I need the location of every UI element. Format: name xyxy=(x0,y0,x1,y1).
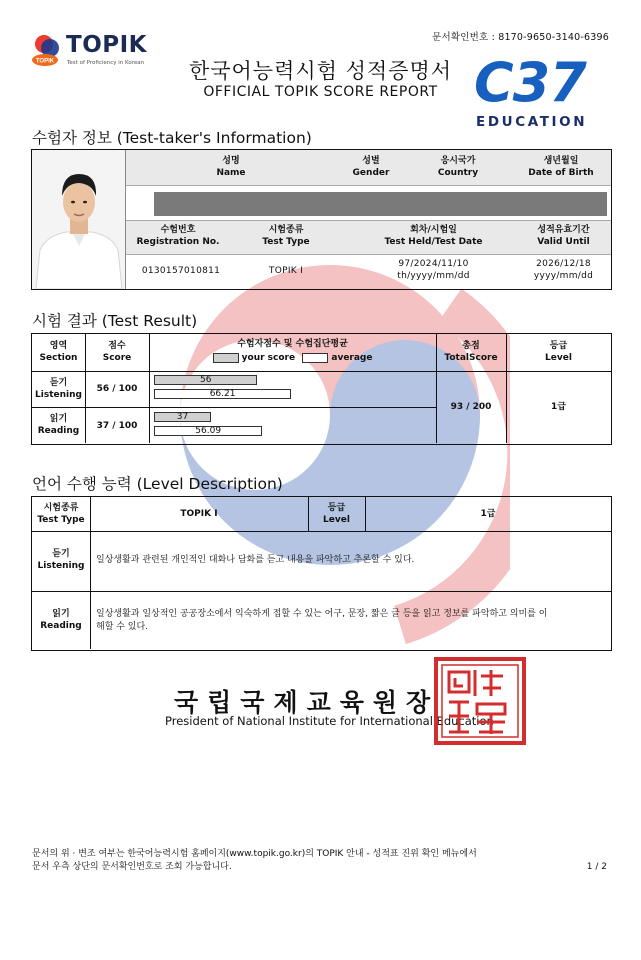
reading-your-score-bar: 37 xyxy=(154,412,211,422)
section-header: 영역 Section xyxy=(39,341,78,363)
document-number: 문서확인번호 : 8170-9650-3140-6396 xyxy=(432,32,609,43)
official-seal-icon xyxy=(433,656,527,746)
test-type-header: 시험종류 Test Type xyxy=(262,225,310,247)
c37-brand-text: C37 xyxy=(474,51,586,114)
level-header: 등급 Level xyxy=(545,341,572,363)
footer-notice: 문서의 위 · 변조 여부는 한국어능력시험 홈페이지(www.topik.go.kr)의 TOPIK 안내 - 성적표 진위 확인 메뉴에서 문서 우측 상단의 문서확인번호로 조회 가능합니다. xyxy=(32,849,477,872)
graph-header: 수험자점수 및 수험집단평균 your score average xyxy=(149,338,436,364)
level-section-title: 언어 수행 능력 (Level Description) xyxy=(32,475,283,493)
score-header: 점수 Score xyxy=(102,341,132,363)
result-table xyxy=(31,333,612,445)
level-reading-label: 읽기 Reading xyxy=(40,609,82,631)
reading-average-bar: 56.09 xyxy=(154,426,262,436)
level-listening-label: 듣기 Listening xyxy=(37,549,85,571)
person-photo-icon xyxy=(32,150,126,289)
registration-number: 0130157010811 xyxy=(141,266,221,276)
reading-label: 읽기 Reading xyxy=(37,414,80,436)
c37-education-overlay xyxy=(474,51,614,130)
report-title-korean: 한국어능력시험 성적증명서 xyxy=(188,59,453,83)
name-header: 성명 Name xyxy=(216,156,246,178)
test-date-value: 97/2024/11/10 th/yyyy/mm/dd xyxy=(397,259,470,281)
president-title-korean: 국립국제교육원장 xyxy=(174,688,440,717)
listening-description: 일상생활과 관련된 개인적인 대화나 담화를 듣고 내용을 파악하고 추론할 수 있다. xyxy=(96,555,415,565)
info-grid xyxy=(126,150,611,289)
legend-average-swatch xyxy=(302,353,328,363)
topik-logo-text: TOPIK xyxy=(66,32,147,58)
listening-score: 56 / 100 xyxy=(96,384,138,394)
country-header: 응시국가 Country xyxy=(437,156,479,178)
gender-header: 성별 Gender xyxy=(352,156,390,178)
page-number: 1 / 2 xyxy=(586,862,607,872)
registration-header: 수험번호 Registration No. xyxy=(136,225,220,247)
result-section-title: 시험 결과 (Test Result) xyxy=(32,312,198,330)
reading-description: 일상생활과 일상적인 공공장소에서 익숙하게 접할 수 있는 어구, 문장, 짧은 글 등을 읽고 정보를 파악하고 의미를 이 해할 수 있다. xyxy=(96,609,548,632)
total-header: 총점 TotalScore xyxy=(444,341,498,363)
level-test-type-header: 시험종류 Test Type xyxy=(37,503,85,525)
test-date-header: 회차/시험일 Test Held/Test Date xyxy=(384,225,483,247)
test-type-value: TOPIK Ⅰ xyxy=(268,266,304,276)
test-taker-photo xyxy=(32,150,126,289)
result-level: 1급 xyxy=(551,402,566,412)
level-level-value: 1급 xyxy=(480,509,496,519)
level-description-table xyxy=(31,496,612,651)
topik-logo-subtitle: Test of Proficiency in Korean xyxy=(67,60,145,66)
listening-label: 듣기 Listening xyxy=(35,378,82,400)
listening-your-score-bar: 56 xyxy=(154,375,257,385)
report-title-english: OFFICIAL TOPIK SCORE REPORT xyxy=(203,84,438,100)
redacted-personal-info xyxy=(154,192,607,216)
level-test-type-value: TOPIK Ⅰ xyxy=(180,509,218,519)
valid-until-value: 2026/12/18 yyyy/mm/dd xyxy=(533,259,594,281)
reading-score: 37 / 100 xyxy=(96,421,138,431)
total-score: 93 / 200 xyxy=(450,402,492,412)
info-section-title: 수험자 정보 (Test-taker's Information) xyxy=(32,129,312,147)
listening-average-bar: 66.21 xyxy=(154,389,291,399)
president-title-english: President of National Institute for International Education xyxy=(165,714,494,728)
dob-header: 생년월일 Date of Birth xyxy=(528,156,594,178)
svg-text:TOPIK: TOPIK xyxy=(35,58,55,65)
legend-score-swatch xyxy=(213,353,239,363)
c37-brand-subtext: EDUCATION xyxy=(476,114,588,130)
valid-until-header: 성적유효기간 Valid Until xyxy=(537,225,590,247)
legend-average-label: average xyxy=(331,353,373,363)
legend-score-label: your score xyxy=(241,353,296,363)
level-level-header: 등급 Level xyxy=(323,503,350,525)
